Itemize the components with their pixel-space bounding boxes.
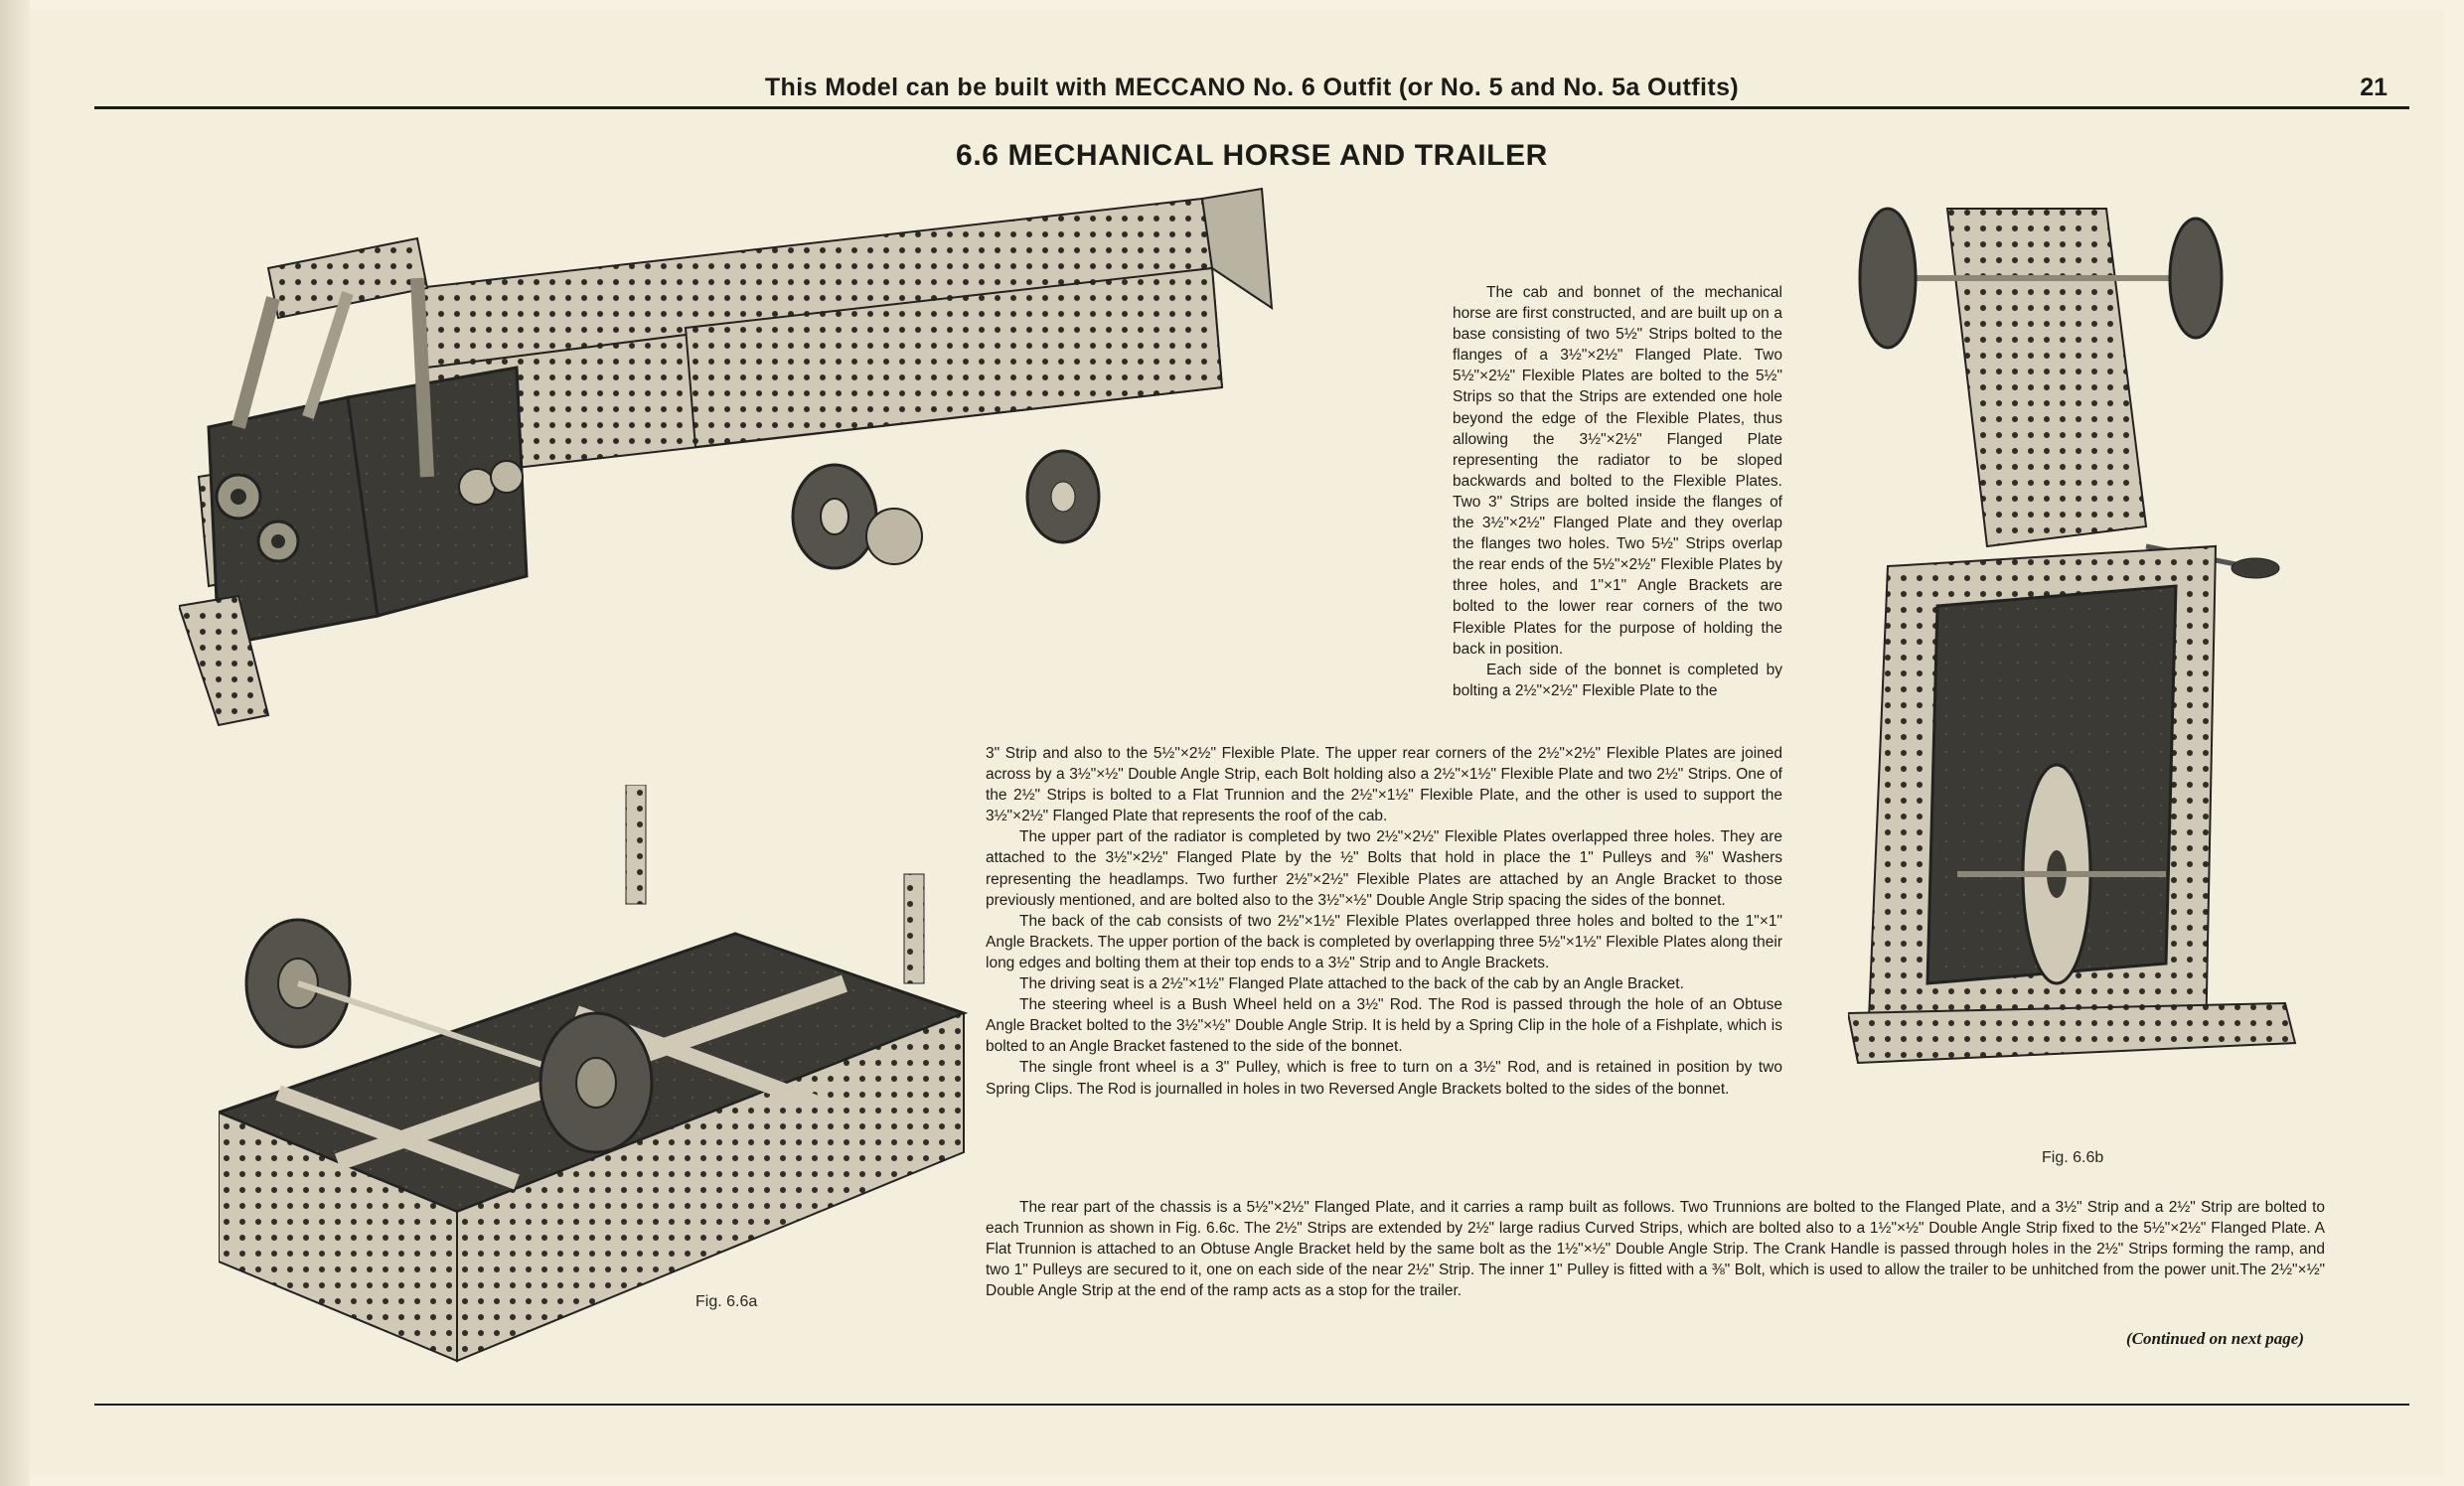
paragraph-bonnet-side-cont: 3" Strip and also to the 5½"×2½" Flexible Plate. The upper rear corners of the 2½"×2½" Flexible Plates are joined across by a 3½"×½" Double Angle Strip, each Bolt holding also a 2½"×1½" Flexible Plate and two 2½" Strips. One of the 2½" Strips is bolted to a Flat Trunnion and the 2½"×1½" Flexible Plate, and the other is used to support the 3½"×2½" Flanged Plate that represents the roof of the cab. bbox=[986, 745, 1782, 825]
figure-6-6a-caption: Fig. 6.6a bbox=[695, 1293, 758, 1310]
figure-6-6b bbox=[1848, 189, 2305, 1103]
paragraph-front-wheel: The single front wheel is a 3" Pulley, which is free to turn on a 3½" Rod, and is retained in position by two Spring Clips. The Rod is journalled in holes in two Reversed Angle Brackets bolted to the sides of the bonnet. bbox=[986, 1059, 1782, 1098]
paragraph-cab-bonnet: The cab and bonnet of the mechanical horse are first constructed, and are built up on a base consisting of two 5½" Strips bolted to the flanges of a 3½"×2½" Flanged Plate. Two 5½"×2½" Flexible Plates are bolted to the 5½" Strips so that the Strips are extended one hole beyond the edge of the Flexible Plates, thus allowing the 3½"×2½" Flanged Plate representing the radiator to be sloped backwards and bolted to the Flexible Plates. Two 3" Strips are bolted inside the flanges of the 3½"×2½" Flanged Plate and they overlap the flanges two holes. Two 5½" Strips overlap the rear ends of the 5½"×2½" Flexible Plates by three holes, and 1"×1" Angle Brackets are bolted to the lower rear corners of the two Flexible Plates for the purpose of holding the back in position. bbox=[1453, 284, 1782, 658]
horse-front-illustration bbox=[1848, 189, 2305, 1103]
text-column-medium bbox=[986, 743, 1782, 1100]
figure-6-6a bbox=[219, 785, 974, 1381]
paragraph-driving-seat: The driving seat is a 2½"×1½" Flanged Plate attached to the back of the cab by an Angle Bracket. bbox=[1019, 975, 1684, 993]
page-header bbox=[94, 70, 2409, 109]
footer-rule bbox=[94, 1404, 2409, 1406]
page-title: 6.6 MECHANICAL HORSE AND TRAILER bbox=[956, 139, 1548, 172]
header-rule bbox=[94, 106, 2409, 109]
text-column-wide bbox=[986, 1197, 2325, 1301]
book-spine-shadow bbox=[0, 0, 30, 1486]
paragraph-radiator: The upper part of the radiator is completed by two 2½"×2½" Flexible Plates overlapped three holes. They are attached to the 3½"×2½" Flanged Plate by the ½" Bolts that hold in place the 1" Pulleys and ⅜" Washers representing the headlamps. Two further 2½"×2½" Flexible Plates are attached by an Angle Bracket to those previously mentioned, and are bolted also to the 3½"×½" Double Angle Strip spacing the sides of the bonnet. bbox=[986, 828, 1782, 909]
paragraph-cab-back: The back of the cab consists of two 2½"×1½" Flexible Plates overlapped three holes and bolted to the 1"×1" Angle Brackets. The upper portion of the back is completed by overlapping three 5½"×1½" Flexible Plates along their long edges and bolting them at their top ends to a 3½" Strip and to Angle Brackets. bbox=[986, 912, 1782, 971]
continued-note: (Continued on next page) bbox=[2126, 1329, 2304, 1348]
paragraph-steering-wheel: The steering wheel is a Bush Wheel held on a 3½" Rod. The Rod is passed through the hole of an Obtuse Angle Bracket bolted to the 3½"×½" Double Angle Strip. It is held by a Spring Clip in the hole of a Fishplate, which is bolted to an Angle Bracket fastened to the side of the bonnet. bbox=[986, 996, 1782, 1056]
text-column-narrow bbox=[1453, 282, 1782, 701]
trailer-underside-illustration bbox=[219, 785, 974, 1381]
header-outfit-line: This Model can be built with MECCANO No. 6 Outfit (or No. 5 and No. 5a Outfits) bbox=[764, 74, 1740, 101]
figure-6-6b-caption: Fig. 6.6b bbox=[2042, 1149, 2104, 1166]
page-number: 21 bbox=[2360, 74, 2387, 101]
paragraph-rear-chassis: The rear part of the chassis is a 5½"×2½" Flanged Plate, and it carries a ramp built as follows. Two Trunnions are bolted to the Flanged Plate, and a 3½" Strip and a 2½" Strip are bolted to each Trunnion as shown in Fig. 6.6c. The 2½" Strips are extended by 2½" large radius Curved Strips, which are bolted also to a 1½"×½" Double Angle Strip fixed to the 5½"×2½" Flanged Plate. A Flat Trunnion is attached to an Obtuse Angle Bracket held by the same bolt as the 1½"×½" Double Angle Strip. The Crank Handle is passed through holes in the 2½" Strips forming the ramp, and two 1" Pulleys are secured to it, one on each side of the near 2½" Strip. The inner 1" Pulley is fitted with a ⅜" Bolt, which is used to allow the trailer to be unhitched from the power unit.The 2½"×½" Double Angle Strip at the end of the ramp acts as a stop for the trailer. bbox=[986, 1199, 2325, 1300]
paragraph-bonnet-side-start: Each side of the bonnet is completed by bolting a 2½"×2½" Flexible Plate to the bbox=[1453, 661, 1782, 699]
